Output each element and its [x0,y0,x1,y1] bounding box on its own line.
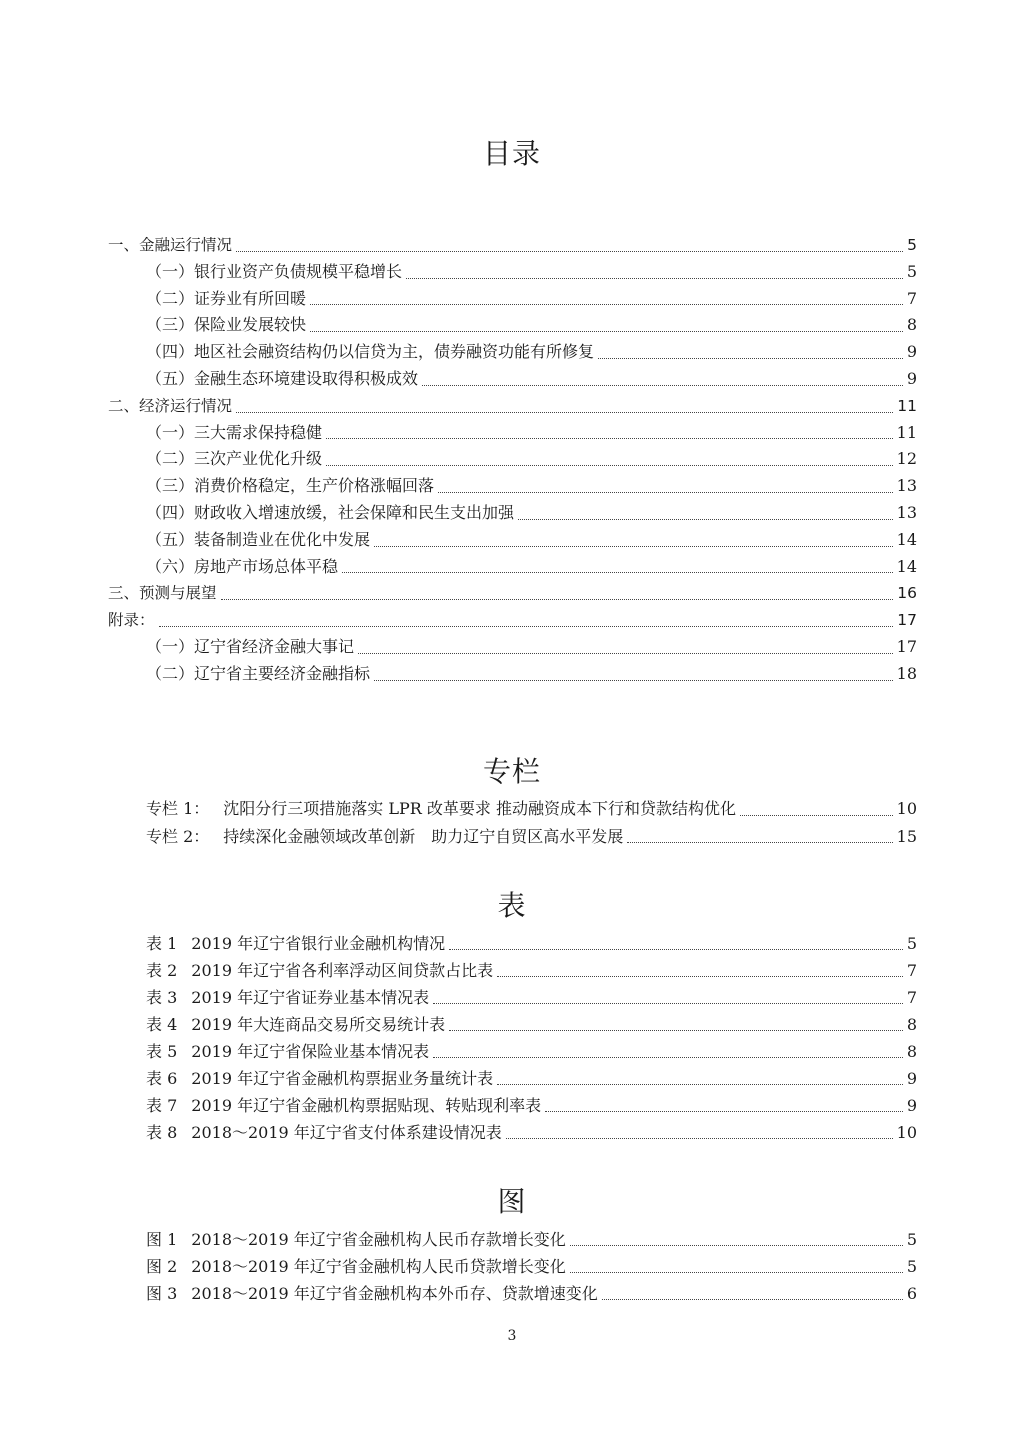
table-entry-text: 2019 年辽宁省金融机构票据贴现、转贴现利率表 [191,1096,542,1115]
dot-leader [570,1244,903,1246]
figure-entry-title [146,1226,566,1253]
toc-heading: 目录 [482,137,541,170]
columns-heading: 专栏 [482,755,541,788]
table-entry-text: 2019 年辽宁省银行业金融机构情况 [191,934,446,953]
table-entry-label: 表 3 [146,988,178,1007]
toc-entry-title [108,607,155,634]
column-entry-page: 15 [896,826,917,846]
toc-entry-text: （六）房地产市场总体平稳 [146,556,339,576]
figures-heading: 图 [497,1185,527,1218]
table-entry-title [146,930,445,957]
toc-entry-page: 7 [906,288,917,308]
table-entry-page: 9 [906,1096,917,1115]
dot-leader [497,975,903,977]
tables-heading: 表 [497,889,527,922]
dot-leader [374,545,893,547]
dot-leader [326,437,893,439]
toc-entry[interactable] [108,661,917,688]
table-entry-page: 8 [906,1015,917,1034]
toc-entry-title [146,286,306,313]
table-entry-page: 7 [906,988,917,1007]
toc-entry-text: （二）证券业有所回暖 [146,288,307,308]
column-entry[interactable] [146,795,917,823]
dot-leader [159,625,894,627]
dot-leader [438,491,893,493]
toc-entry-page: 8 [906,315,917,335]
toc-entry[interactable] [108,259,917,286]
table-entry-title [146,984,429,1011]
toc-entry-text: （一）辽宁省经济金融大事记 [146,636,355,656]
table-entry-page: 10 [896,1123,917,1142]
toc-entry-page: 13 [896,502,917,522]
figure-entry-page: 6 [906,1284,917,1303]
column-entry-label: 专栏 1： [146,799,210,818]
toc-entry-text: （三）消费价格稳定，生产价格涨幅回落 [146,476,435,496]
figure-entry[interactable] [146,1253,917,1280]
column-entry-title [146,823,623,851]
dot-leader [497,1083,903,1085]
column-entry-label: 专栏 2： [146,826,210,846]
table-entry-title [146,1011,445,1038]
toc-entry-title [146,366,418,393]
toc-entry-page: 16 [897,584,917,603]
toc-entry-text: 二、经济运行情况 [108,396,233,415]
toc-entry-page: 5 [907,236,917,254]
toc-entry-page: 9 [906,368,917,388]
table-entry-page: 5 [906,934,917,953]
toc-entry-page: 12 [896,449,917,469]
dot-leader [221,598,894,600]
toc-entry-text: （四）地区社会融资结构仍以信贷为主，债券融资功能有所修复 [146,342,595,362]
toc-entry-text: （一）银行业资产负债规模平稳增长 [146,261,403,281]
figures-list [146,1226,917,1307]
toc-entry-page: 5 [906,261,917,281]
toc-entry[interactable] [108,580,917,607]
dot-leader [342,571,893,573]
dot-leader [449,948,903,950]
dot-leader [236,250,903,252]
figure-entry-text: 2018～2019 年辽宁省金融机构人民币贷款增长变化 [191,1257,566,1276]
table-entry-title [146,1092,541,1119]
figure-entry-page: 5 [906,1230,917,1249]
column-entry-title [146,795,736,823]
toc-entry-title [146,420,322,447]
figure-entry-text: 2018～2019 年辽宁省金融机构本外币存、贷款增速变化 [191,1284,598,1303]
toc-entry-page: 11 [896,422,917,442]
table-entry-page: 9 [906,1069,917,1088]
toc-entry-page: 14 [896,556,917,576]
column-entry-page: 10 [896,799,917,818]
table-entry-text: 2019 年辽宁省各利率浮动区间贷款占比表 [191,961,494,980]
toc-entry[interactable] [108,420,917,447]
table-entry-label: 表 8 [146,1123,178,1142]
table-entry[interactable] [146,1092,917,1119]
toc-entry[interactable] [108,527,917,554]
table-entry-text: 2019 年大连商品交易所交易统计表 [191,1015,446,1034]
table-entry[interactable] [146,957,917,984]
toc-entry-text: （一）三大需求保持稳健 [146,422,323,442]
toc-entry-text: （三）保险业发展较快 [146,315,307,335]
figure-entry[interactable] [146,1226,917,1253]
toc-list [108,232,917,688]
table-entry-text: 2018～2019 年辽宁省支付体系建设情况表 [191,1123,502,1142]
table-entry-label: 表 7 [146,1096,178,1115]
dot-leader [422,384,903,386]
toc-entry[interactable] [108,393,917,420]
toc-entry-page: 13 [896,476,917,496]
table-entry-title [146,1038,429,1065]
dot-leader [433,1056,903,1058]
column-entry-text: 持续深化金融领域改革创新 助力辽宁自贸区高水平发展 [223,826,624,846]
toc-entry[interactable] [108,634,917,661]
toc-entry-title [146,312,306,339]
toc-entry-text: （五）装备制造业在优化中发展 [146,529,371,549]
tables-list [146,930,917,1146]
dot-leader [406,277,903,279]
toc-entry-title [108,232,232,259]
toc-entry-text: 一、金融运行情况 [108,236,233,254]
toc-entry-title [146,500,514,527]
dot-leader [518,518,893,520]
dot-leader [326,464,893,466]
toc-entry[interactable] [108,312,917,339]
dot-leader [598,357,903,359]
table-entry-title [146,957,493,984]
toc-entry-title [146,634,354,661]
table-entry[interactable] [146,930,917,957]
dot-leader [602,1298,903,1300]
toc-entry[interactable] [108,554,917,581]
toc-entry-page: 17 [897,611,917,630]
toc-entry[interactable] [108,339,917,366]
toc-entry-page: 14 [896,529,917,549]
table-entry[interactable] [146,1065,917,1092]
figure-entry-text: 2018～2019 年辽宁省金融机构人民币存款增长变化 [191,1230,566,1249]
dot-leader [506,1137,893,1139]
toc-entry[interactable] [108,500,917,527]
figure-entry[interactable] [146,1280,917,1307]
toc-entry-title [108,580,217,607]
table-entry-label: 表 4 [146,1015,178,1034]
toc-entry-text: （二）三次产业优化升级 [146,449,323,469]
table-entry-label: 表 2 [146,961,178,980]
table-entry[interactable] [146,1038,917,1065]
columns-list [146,795,917,850]
table-entry[interactable] [146,1011,917,1038]
dot-leader [433,1002,903,1004]
toc-entry-title [146,661,370,688]
toc-entry-page: 11 [897,396,917,415]
toc-entry[interactable] [108,366,917,393]
figure-entry-label: 图 2 [146,1257,178,1276]
toc-entry-page: 17 [896,636,917,656]
toc-entry-title [146,259,402,286]
dot-leader [310,303,903,305]
toc-entry-title [146,446,322,473]
toc-entry-text: 三、预测与展望 [108,584,217,603]
page-number: 3 [507,1328,517,1344]
table-entry-text: 2019 年辽宁省证券业基本情况表 [191,988,430,1007]
column-entry[interactable] [146,823,917,851]
table-entry-label: 表 5 [146,1042,178,1061]
toc-entry-title [146,527,370,554]
toc-entry[interactable] [108,473,917,500]
toc-entry-text: （二）辽宁省主要经济金融指标 [146,663,371,683]
figure-entry-title [146,1253,566,1280]
toc-entry-text: 附录： [108,611,155,630]
dot-leader [310,330,903,332]
table-entry-title [146,1119,502,1146]
table-entry-title [146,1065,493,1092]
toc-entry-title [108,393,232,420]
toc-entry-title [146,339,594,366]
toc-entry-page: 18 [896,663,917,683]
figure-entry-title [146,1280,598,1307]
dot-leader [740,814,893,816]
table-entry-label: 表 1 [146,934,178,953]
figure-entry-label: 图 1 [146,1230,178,1249]
toc-entry[interactable] [108,232,917,259]
dot-leader [374,679,893,681]
table-entry-page: 7 [906,961,917,980]
table-entry-label: 表 6 [146,1069,178,1088]
table-entry-page: 8 [906,1042,917,1061]
table-entry-text: 2019 年辽宁省金融机构票据业务量统计表 [191,1069,494,1088]
dot-leader [570,1271,903,1273]
toc-entry-page: 9 [906,342,917,362]
table-entry-text: 2019 年辽宁省保险业基本情况表 [191,1042,430,1061]
toc-entry[interactable] [108,607,917,634]
toc-entry-text: （四）财政收入增速放缓，社会保障和民生支出加强 [146,502,515,522]
column-entry-text: 沈阳分行三项措施落实 LPR 改革要求 推动融资成本下行和贷款结构优化 [223,799,736,818]
table-entry[interactable] [146,1119,917,1146]
figure-entry-page: 5 [906,1257,917,1276]
dot-leader [627,841,892,843]
toc-entry-title [146,554,338,581]
dot-leader [545,1110,903,1112]
toc-entry-title [146,473,434,500]
toc-entry-text: （五）金融生态环境建设取得积极成效 [146,368,419,388]
toc-entry[interactable] [108,286,917,313]
dot-leader [358,652,893,654]
dot-leader [449,1029,903,1031]
toc-entry[interactable] [108,446,917,473]
dot-leader [236,411,893,413]
figure-entry-label: 图 3 [146,1284,178,1303]
table-entry[interactable] [146,984,917,1011]
